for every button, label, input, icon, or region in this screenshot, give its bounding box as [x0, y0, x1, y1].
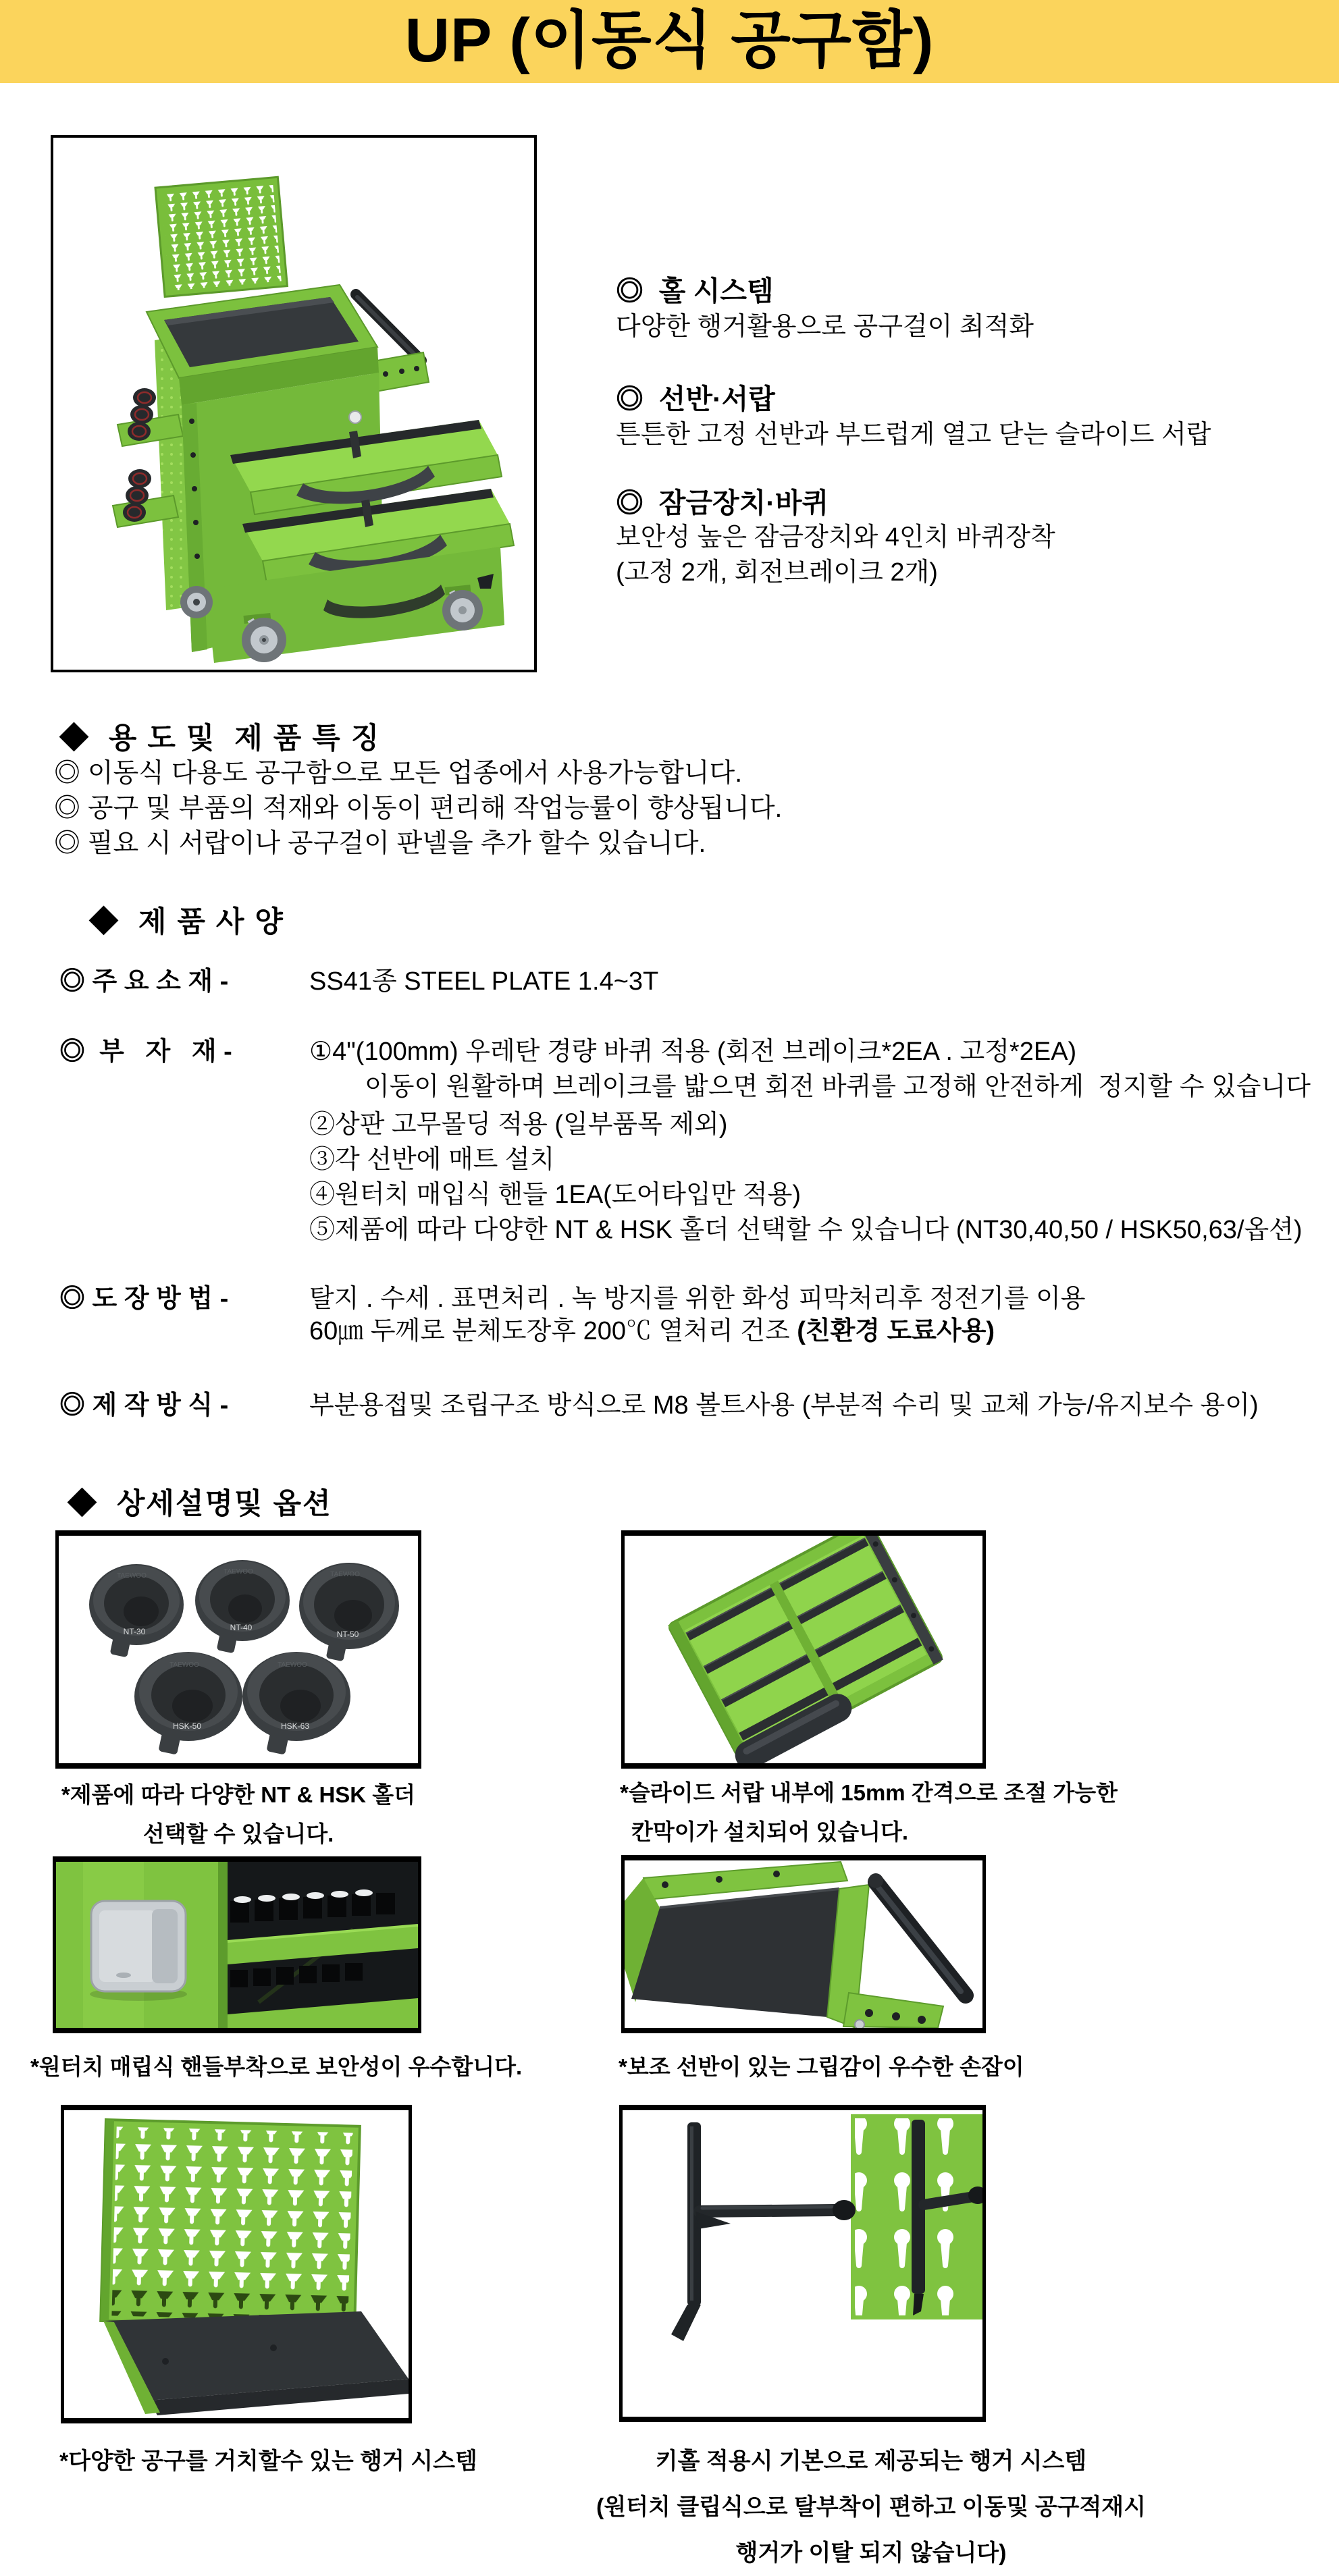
nt-hsk-holders-illustration: [59, 1536, 418, 1763]
feature-shelf-drawer-text: 튼튼한 고정 선반과 부드럽게 열고 닫는 슬라이드 서랍: [616, 421, 1211, 449]
holder-hsk63: [242, 1652, 350, 1755]
drawer-organizer-illustration: [625, 1536, 982, 1763]
svg-text:HSK-63: HSK-63: [280, 1721, 310, 1731]
tool-cart-illustration: [53, 138, 534, 670]
holder-nt50: [299, 1563, 399, 1661]
feature-hole-system-heading: ◎ 홀 시스템: [616, 275, 774, 306]
feature-shelf-drawer-heading: ◎ 선반·서랍: [616, 383, 775, 414]
svg-text:NT-40: NT-40: [230, 1623, 253, 1632]
spec-section-heading: ◆ 제 품 사 양: [89, 906, 284, 938]
page-title: UP (이동식 공구함): [404, 6, 935, 75]
holder-hsk50: [134, 1652, 242, 1755]
caption-holders-line1: *제품에 따라 다양한 NT & HSK 홀더: [61, 1782, 416, 1807]
lock-cylinder: [349, 411, 361, 423]
caption-hangers-line3: 행거가 이탈 되지 않습니다): [735, 2540, 1007, 2566]
feature-lock-wheel-text1: 보안성 높은 잠금장치와 4인치 바퀴장착: [616, 523, 1055, 552]
svg-text:TAEWOO: TAEWOO: [117, 1572, 147, 1580]
feature-hole-system-text: 다양한 행거활용으로 공구걸이 최적화: [616, 313, 1034, 341]
options-section-heading: ◆ 상세설명및 옵션: [68, 1488, 332, 1520]
spec-method-row: [59, 1384, 1259, 1421]
main-product-image-box: [51, 135, 537, 672]
holder-nt30: [89, 1564, 184, 1657]
caption-handle: *원터치 매립식 핸들부착으로 보안성이 우수합니다.: [30, 2054, 523, 2079]
caption-hangers-line2: (원터치 클립식으로 탈부착이 편하고 이동및 공구적재시: [596, 2494, 1146, 2520]
svg-text:TAEWOO: TAEWOO: [224, 1568, 253, 1576]
spec-paint-line2-normal: 60㎛ 두께로 분체도장후 200℃ 열처리 건조: [309, 1317, 797, 1345]
option-image-handle-box: [53, 1856, 421, 2033]
recessed-handle: [90, 1901, 187, 2001]
spec-method-value: 부분용접및 조립구조 방식으로 M8 볼트사용 (부분적 수리 및 교체 가능/유지보수 용이): [309, 1391, 1259, 1420]
spec-parts-line2: 이동이 원활하며 브레이크를 밟으면 회전 바퀴를 고정해 안전하게 정지할 수 있습니다: [365, 1073, 1311, 1101]
one-touch-handle-illustration: [56, 1862, 418, 2028]
shelf-grip-handle: [868, 1873, 966, 1995]
spec-paint-row: [59, 1277, 1085, 1314]
holder-nt40: [195, 1560, 290, 1653]
caption-pegboard: *다양한 공구를 거치할수 있는 행거 시스템: [59, 2448, 477, 2474]
hanger-on-pegboard: [851, 2114, 982, 2319]
option-image-aux-shelf-box: [621, 1855, 986, 2033]
option-image-holders-box: [55, 1530, 421, 1769]
svg-text:TAEWOO: TAEWOO: [330, 1571, 360, 1578]
svg-text:HSK-50: HSK-50: [172, 1721, 202, 1731]
spec-parts-line4: ③각 선반에 매트 설치: [309, 1146, 555, 1174]
spec-paint-line2-bold: (친환경 도료사용): [797, 1317, 995, 1345]
usage-item-1: ◎ 이동식 다용도 공구함으로 모든 업종에서 사용가능합니다.: [54, 759, 743, 788]
spec-parts-line3: ②상판 고무몰딩 적용 (일부품목 제외): [309, 1110, 728, 1139]
caption-holders: [26, 1775, 451, 1854]
spec-parts-row: [59, 1030, 1076, 1067]
spec-material-row: [59, 960, 658, 997]
cart-pegboard: [155, 177, 287, 296]
caption-hangers-line1: 키홀 적용시 기본으로 제공되는 행거 시스템: [655, 2448, 1087, 2474]
option-image-pegboard-box: [61, 2105, 412, 2423]
caster-rear-left: [180, 586, 213, 618]
usage-item-2: ◎ 공구 및 부품의 적재와 이동이 편리해 작업능률이 향상됩니다.: [54, 794, 783, 823]
spec-material-label: ◎ 주 요 소 재 -: [59, 967, 236, 996]
spec-parts-line1: ①4"(100mm) 우레탄 경량 바퀴 적용 (회전 브레이크*2EA . 고정*2EA): [309, 1038, 1077, 1066]
svg-text:TAEWOO: TAEWOO: [169, 1661, 199, 1669]
spec-method-label: ◎ 제 작 방 식 -: [59, 1391, 236, 1420]
spec-material-value: SS41종 STEEL PLATE 1.4~3T: [309, 967, 659, 996]
caption-hangers: [594, 2438, 1148, 2576]
hanger-hooks-illustration: [623, 2110, 982, 2417]
spec-parts-line6: ⑤제품에 따라 다양한 NT & HSK 홀더 선택할 수 있습니다 (NT30,40,50 / HSK50,63/옵션): [309, 1216, 1303, 1244]
usage-item-3: ◎ 필요 시 서랍이나 공구걸이 판넬을 추가 할수 있습니다.: [54, 829, 706, 858]
spec-parts-line5: ④원터치 매입식 핸들 1EA(도어타입만 적용): [309, 1181, 801, 1209]
spec-paint-line2: [309, 1310, 995, 1347]
caption-organizer-line1: *슬라이드 서랍 내부에 15mm 간격으로 조절 가능한: [620, 1780, 1118, 1805]
spec-parts-label: ◎ 부 자 재 -: [59, 1038, 240, 1066]
feature-lock-wheel-heading: ◎ 잠금장치·바퀴: [616, 487, 829, 518]
caption-aux-shelf: *보조 선반이 있는 그립감이 우수한 손잡이: [619, 2054, 1024, 2079]
spec-paint-label: ◎ 도 장 방 법 -: [59, 1285, 236, 1313]
caption-holders-line2: 선택할 수 있습니다.: [142, 1821, 334, 1846]
hanger-hook: [671, 2122, 856, 2341]
option-image-drawer-organizer-box: [621, 1530, 986, 1769]
usage-section-heading: ◆ 용 도 및 제 품 특 징: [59, 722, 381, 755]
svg-text:NT-30: NT-30: [123, 1627, 146, 1636]
option-image-hangers-box: [619, 2105, 986, 2422]
feature-lock-wheel-text2: (고정 2개, 회전브레이크 2개): [616, 558, 938, 587]
aux-shelf-handle-illustration: [625, 1860, 982, 2028]
title-banner: [0, 0, 1339, 83]
pegboard-panel-illustration: [64, 2110, 409, 2418]
caption-organizer-line2: 칸막이가 설치되어 있습니다.: [631, 1819, 909, 1844]
svg-text:TAEWOO: TAEWOO: [278, 1661, 307, 1669]
svg-text:NT-50: NT-50: [336, 1630, 359, 1639]
spec-paint-line1: 탈지 . 수세 . 표면처리 . 녹 방지를 위한 화성 피막처리후 정전기를 이용: [309, 1285, 1086, 1313]
